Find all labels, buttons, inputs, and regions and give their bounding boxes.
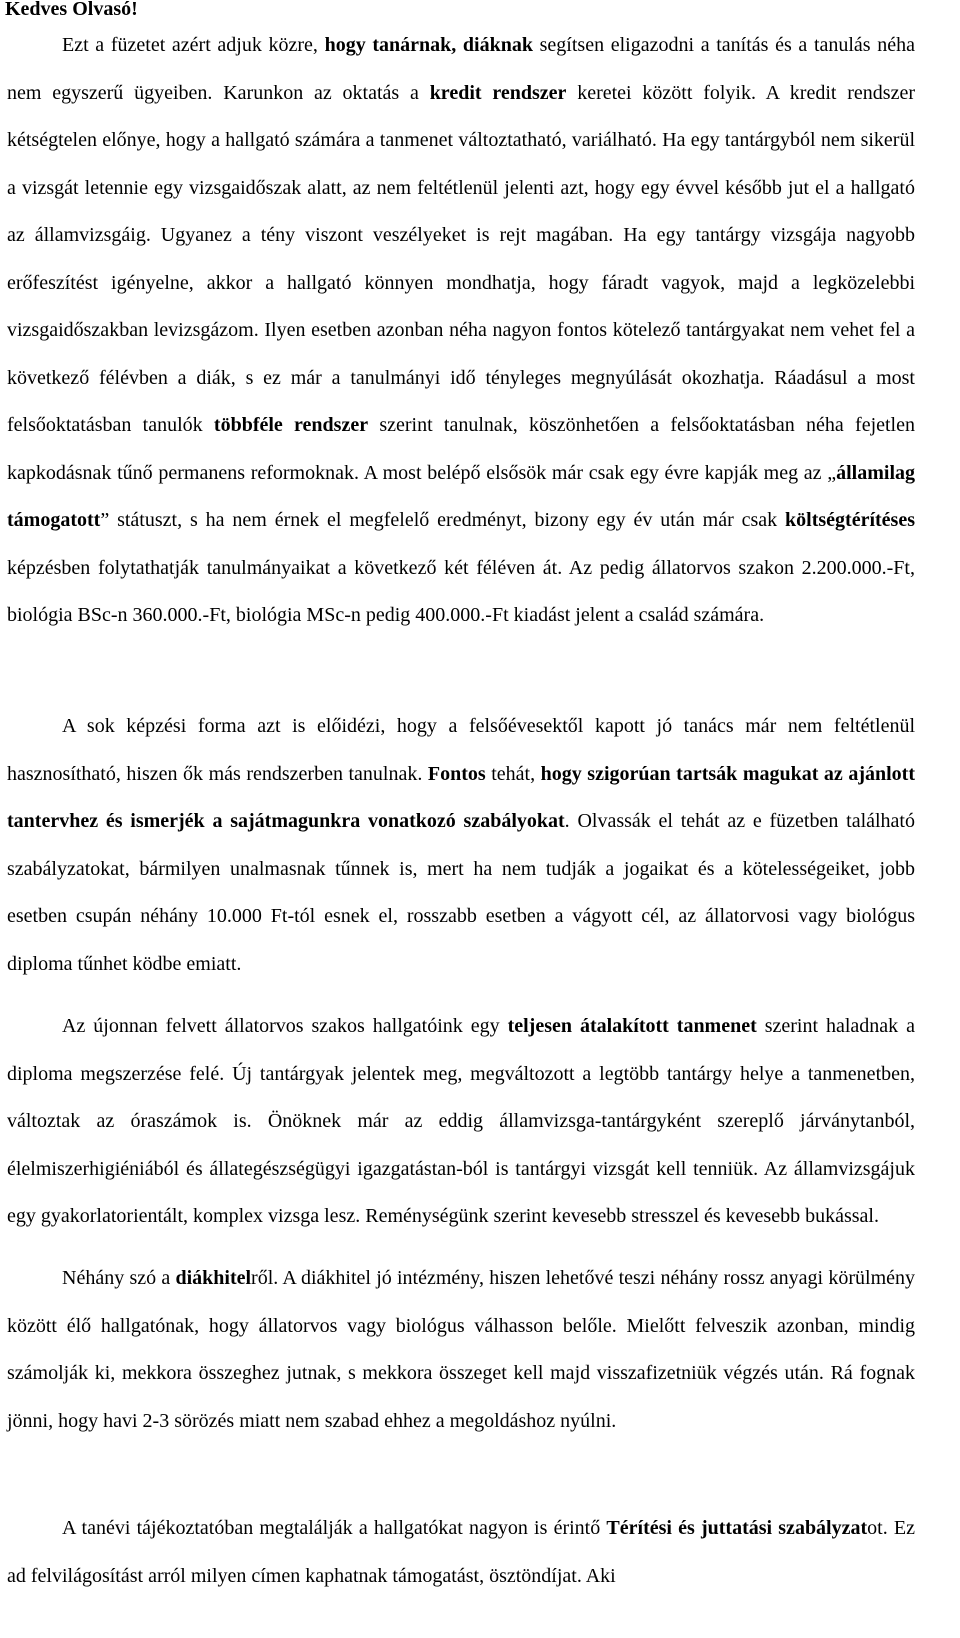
paragraph-body bbox=[7, 34, 915, 626]
paragraph-intro bbox=[7, 22, 915, 640]
paragraph-body bbox=[7, 1015, 915, 1227]
body-text: A sok képzési forma azt is előidézi, hogy a felsőévesektől kapott jó tanács már nem feltétlenül hasznosítható, hiszen ők más rendszerben tanulnak. bbox=[7, 715, 915, 785]
body-text: tehát, bbox=[485, 762, 541, 785]
paragraph-body bbox=[7, 715, 915, 975]
body-text: ” státuszt, s ha nem érnek el megfelelő eredményt, bizony egy év után már csak bbox=[100, 509, 786, 531]
greeting-heading: Kedves Olvasó! bbox=[5, 0, 138, 20]
paragraph-body bbox=[7, 1517, 915, 1587]
paragraph-new-curriculum bbox=[7, 1003, 915, 1241]
body-text: segítsen eligazodni a tanítás és a tanulás néha nem egyszerű ügyeiben. Karunkon az oktatás a bbox=[7, 34, 916, 104]
paragraph-training-forms bbox=[7, 703, 915, 988]
paragraph-body bbox=[7, 1267, 915, 1432]
paragraph-student-loan bbox=[7, 1255, 915, 1445]
emphasis-text: hogy tanárnak, diáknak bbox=[324, 34, 533, 56]
body-text: keretei között folyik. A kredit rendszer kétségtelen előnye, hogy a hallgató számára a tanmenet változtatható, variálható. Ha egy tantárgyból nem sikerül a vizsgát letennie egy vizsgaidőszak alatt, az nem feltétlenül jelenti azt, hogy egy évvel később jut el a hallgató az államvizsgáig. Ugyanez a tény viszont veszélyeket is rejt magában. Ha egy tantárgy vizsgája nagyobb erőfeszítést igényelne, akkor a hallgató könnyen mondhatja, hogy fáradt vagyok, majd a legközelebbi vizsgaidőszakban levizsgázom. Ilyen esetben azonban néha nagyon fontos kötelező tantárgyakat nem vehet fel a következő félévben a diák, s ez már a tanulmányi idő tényleges megnyúlását okozhatja. Ráadásul a most felsőoktatásban tanulók bbox=[7, 81, 915, 436]
emphasis-text: Fontos bbox=[427, 762, 486, 785]
emphasis-text: diákhitel bbox=[175, 1267, 252, 1289]
body-text: Néhány szó a bbox=[62, 1267, 176, 1289]
body-text: ről. A diákhitel jó intézmény, hiszen lehetővé teszi néhány rossz anyagi körülmény között élő hallgatónak, hogy állatorvos vagy biológus válhasson belőle. Mielőtt felveszik azonban, mindig számolják ki, mekkora összeghez jutnak, s mekkora összeget kell majd visszafizetniük végzés után. Rá fognak jönni, hogy havi 2-3 sörözés miatt nem szabad ehhez a megoldáshoz nyúlni. bbox=[7, 1267, 915, 1432]
body-text: szerint haladnak a diploma megszerzése felé. Új tantárgyak jelentek meg, megváltozott a legtöbb tantárgy helye a tanmenetben, változtak az óraszámok is. Önöknek már az eddig államvizsga-tantárgyként szereplő járványtanból, élelmiszerhigiéniából és állategészségügyi igazgatástan-ból is tantárgyi vizsgát kell tenniük. Az államvizsgájuk egy gyakorlatorientált, komplex vizsga lesz. Reménységünk szerint kevesebb stresszel és kevesebb bukással. bbox=[7, 1015, 916, 1227]
emphasis-text: teljesen átalakított tanmenet bbox=[507, 1015, 757, 1037]
body-text: A tanévi tájékoztatóban megtalálják a hallgatókat nagyon is érintő bbox=[62, 1517, 607, 1539]
emphasis-text: hogy szigorúan tartsák magukat az ajánlott tantervhez és ismerjék a sajátmagunkra vonatkozó szabályokat bbox=[7, 762, 916, 832]
paragraph-regulations bbox=[7, 1505, 915, 1600]
body-text: . Olvassák el tehát az e füzetben található szabályzatokat, bármilyen unalmasnak tűnnek is, mert ha nem tudják a jogaikat és a kötelességeiket, jobb esetben csupán néhány 10.000 Ft-tól esnek el, rosszabb esetben a vágyott cél, az állatorvosi vagy biológus diploma tűnhet ködbe emiatt. bbox=[7, 810, 915, 975]
emphasis-text: államilag támogatott bbox=[7, 461, 915, 531]
emphasis-text: költségtérítéses bbox=[785, 509, 915, 531]
body-text: képzésben folytathatják tanulmányaikat a következő két féléven át. Az pedig állatorvos szakon 2.200.000.-Ft, biológia BSc-n 360.000.-Ft, biológia MSc-n pedig 400.000.-Ft kiadást jelent a család számára. bbox=[7, 556, 915, 626]
emphasis-text: Térítési és juttatási szabályzat bbox=[606, 1517, 868, 1539]
body-text: Ezt a füzetet azért adjuk közre, bbox=[62, 34, 325, 56]
emphasis-text: kredit rendszer bbox=[429, 81, 567, 104]
body-text: Az újonnan felvett állatorvos szakos hallgatóink egy bbox=[62, 1015, 508, 1037]
emphasis-text: többféle rendszer bbox=[213, 414, 369, 436]
body-text: ot. Ez ad felvilágosítást arról milyen címen kaphatnak támogatást, ösztöndíjat. Aki bbox=[7, 1517, 915, 1587]
body-text: szerint tanulnak, köszönhetően a felsőoktatásban néha fejetlen kapkodásnak tűnő permanens reformoknak. A most belépő elsősök már csak egy évre kapják meg az „ bbox=[7, 414, 915, 484]
